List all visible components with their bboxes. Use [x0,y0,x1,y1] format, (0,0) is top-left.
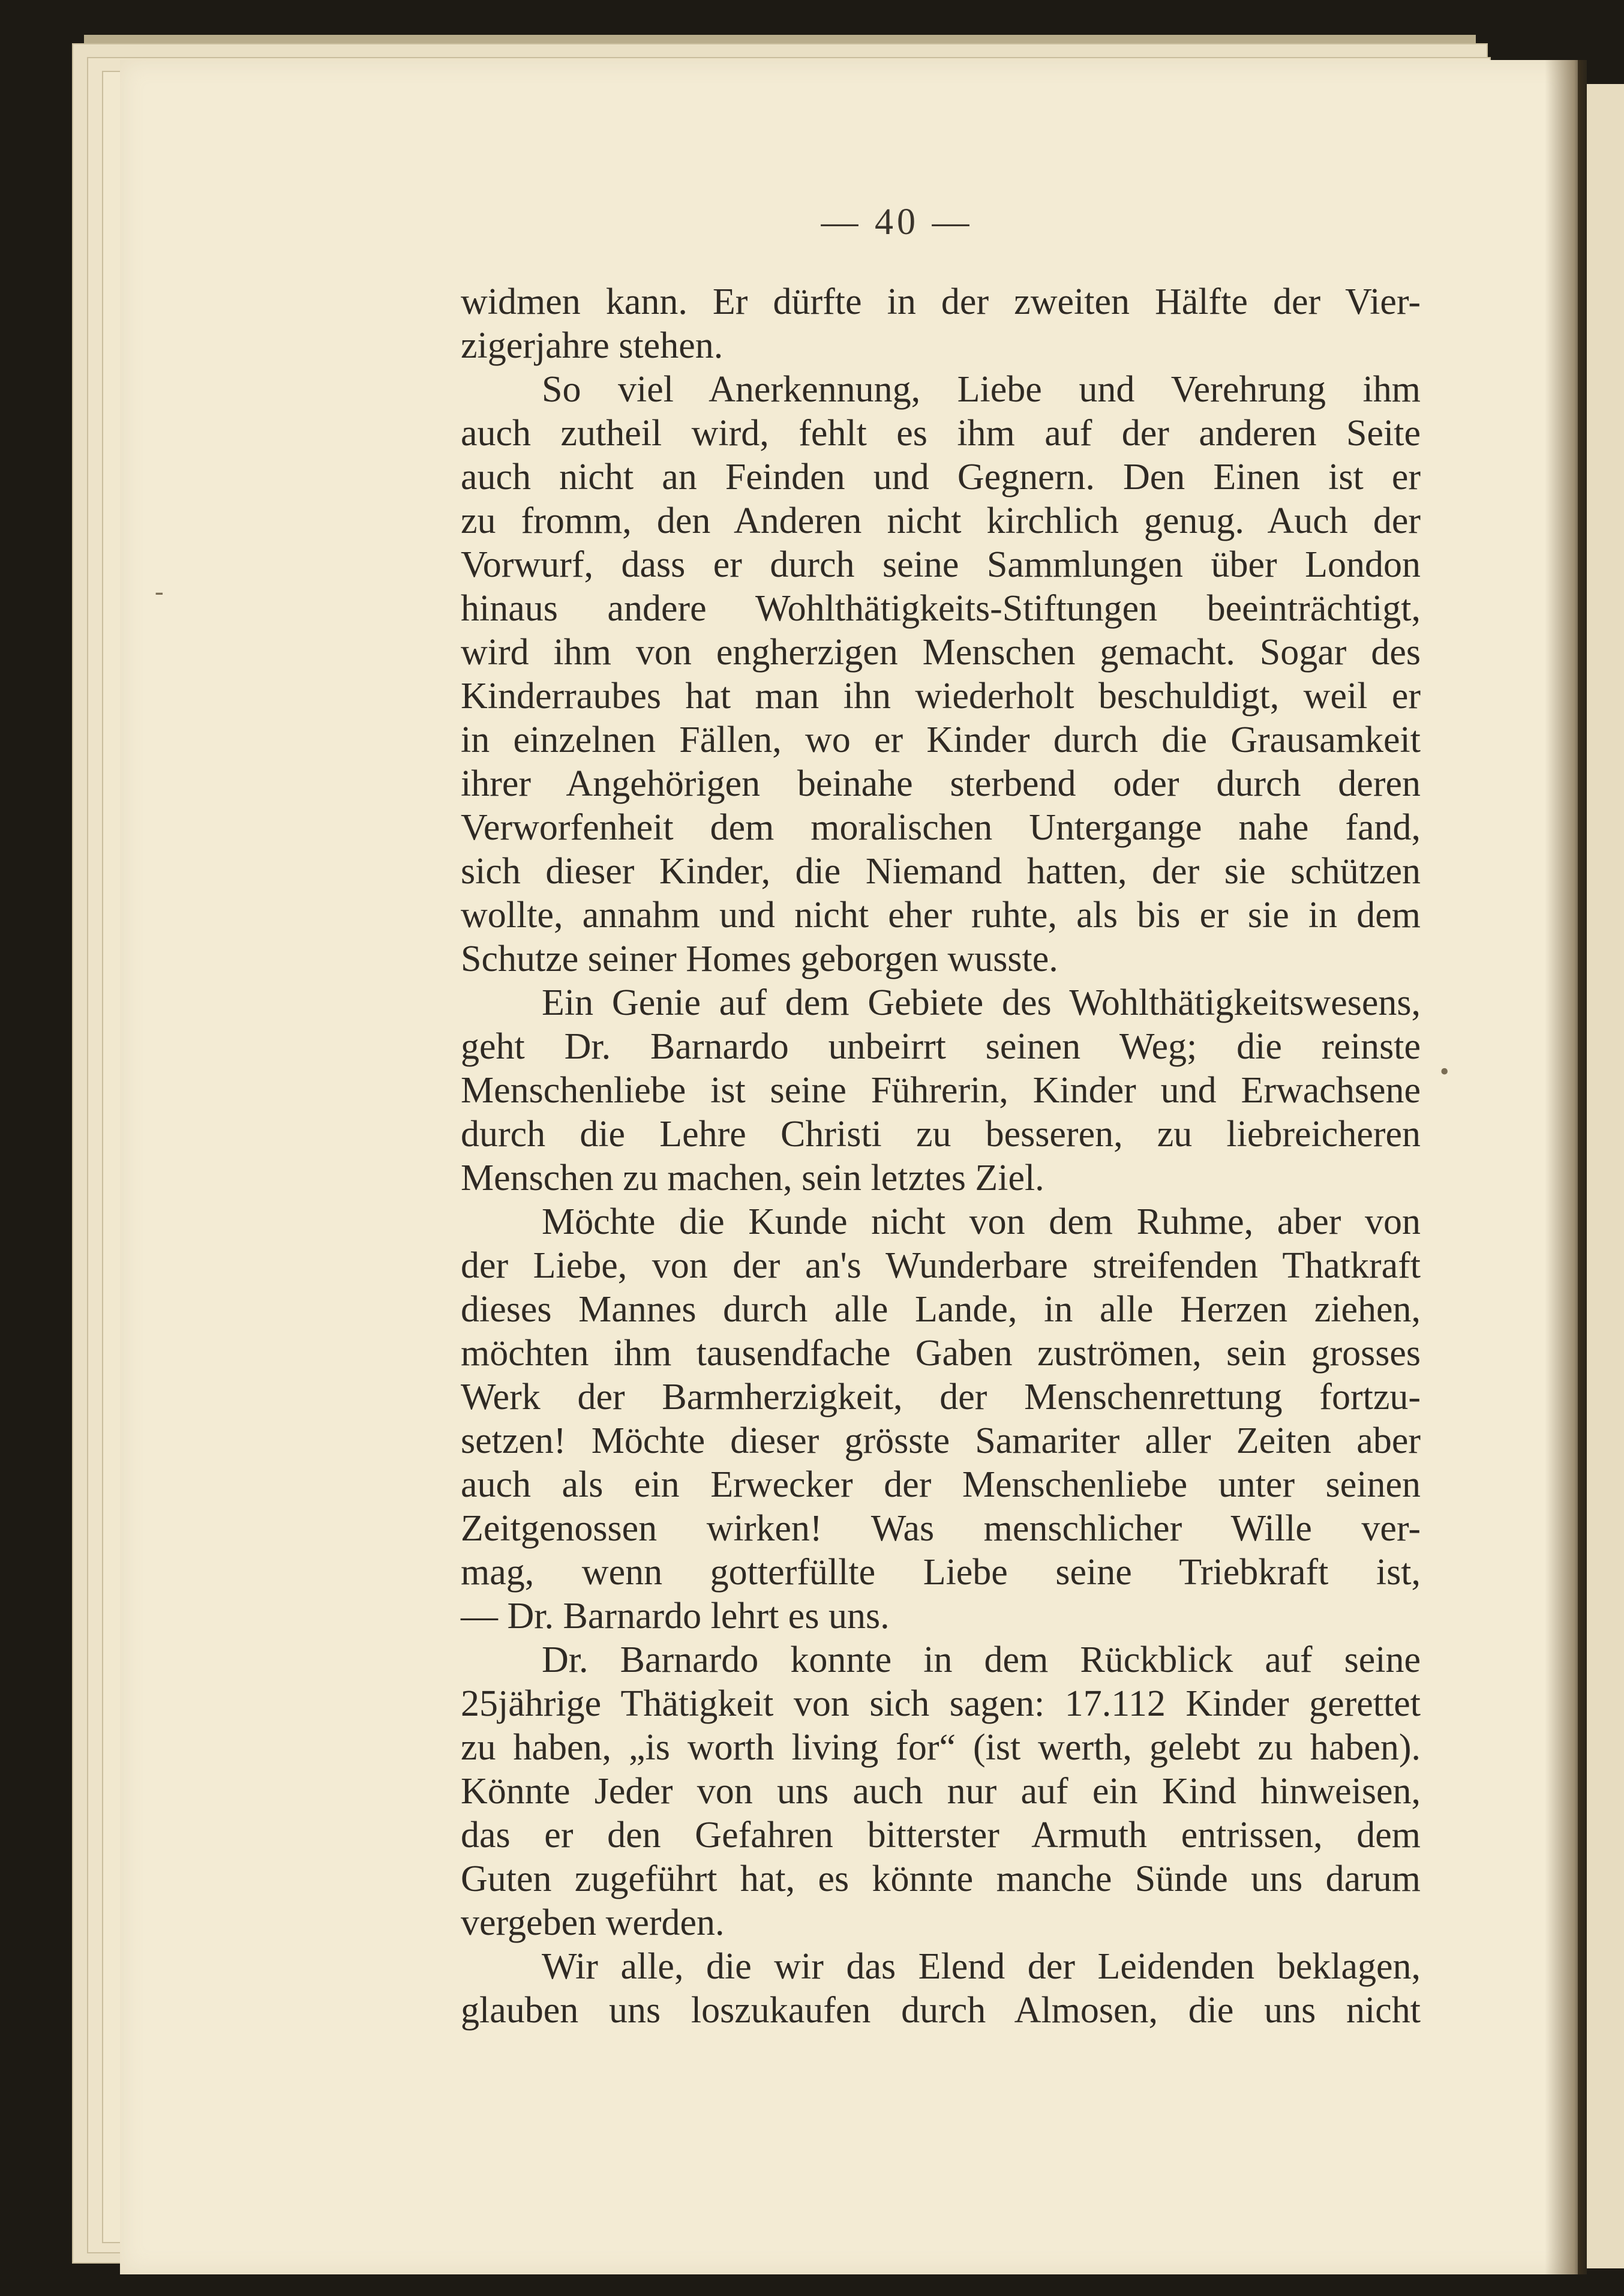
facing-page-edge [1587,84,1624,2268]
text-line: auch zutheil wird, fehlt es ihm auf der anderen Seite [461,413,1421,454]
text-line: Möchte die Kunde nicht von dem Ruhme, aber von [542,1201,1421,1242]
text-line: vergeben werden. [461,1902,725,1943]
text-line: in einzelnen Fällen, wo er Kinder durch die Grausamkeit [461,720,1421,760]
text-line: zu fromm, den Anderen nicht kirchlich genug. Auch der [461,500,1421,541]
text-line: 25jährige Thätigkeit von sich sagen: 17.112 Kinder gerettet [461,1683,1421,1724]
text-line: wird ihm von engherzigen Menschen gemacht. Sogar des [461,632,1421,673]
text-line: durch die Lehre Christi zu besseren, zu liebreicheren [461,1114,1421,1155]
text-line: Verworfenheit dem moralischen Untergange nahe fand, [461,807,1421,848]
text-line: Ein Genie auf dem Gebiete des Wohlthätigkeitswesens, [542,982,1421,1023]
text-line: Werk der Barmherzigkeit, der Menschenrettung fortzu- [461,1377,1421,1417]
text-line: mag, wenn gotterfüllte Liebe seine Triebkraft ist, [461,1552,1421,1593]
text-line: Schutze seiner Homes geborgen wusste. [461,939,1058,979]
text-line: Dr. Barnardo konnte in dem Rückblick auf seine [542,1639,1421,1680]
text-line: das er den Gefahren bitterster Armuth entrissen, dem [461,1815,1421,1856]
text-line: der Liebe, von der an's Wunderbare streifenden Thatkraft [461,1245,1421,1286]
text-line: Guten zugeführt hat, es könnte manche Sünde uns darum [461,1859,1421,1899]
text-line: widmen kann. Er dürfte in der zweiten Hälfte der Vier- [461,281,1421,322]
text-line: dieses Mannes durch alle Lande, in alle Herzen ziehen, [461,1289,1421,1330]
text-line: auch nicht an Feinden und Gegnern. Den Einen ist er [461,457,1421,497]
text-line: Könnte Jeder von uns auch nur auf ein Kind hinweisen, [461,1771,1421,1812]
text-line: geht Dr. Barnardo unbeirrt seinen Weg; die reinste [461,1026,1421,1067]
gutter-shadow [1545,60,1587,2274]
text-line: hinaus andere Wohlthätigkeits-Stiftungen beeinträchtigt, [461,588,1421,629]
text-line: wollte, annahm und nicht eher ruhte, als bis er sie in dem [461,895,1421,936]
body-text [461,280,1421,2033]
text-line: möchten ihm tausendfache Gaben zuströmen, sein grosses [461,1333,1421,1374]
text-line: So viel Anerkennung, Liebe und Verehrung ihm [542,369,1421,410]
text-line: Wir alle, die wir das Elend der Leidenden beklagen, [542,1946,1421,1987]
text-line: Kinderraubes hat man ihn wiederholt beschuldigt, weil er [461,676,1421,717]
margin-mark: • [1440,1057,1449,1086]
text-line: auch als ein Erwecker der Menschenliebe unter seinen [461,1464,1421,1505]
text-line: setzen! Möchte dieser grösste Samariter aller Zeiten aber [461,1420,1421,1461]
text-line: glauben uns loszukaufen durch Almosen, die uns nicht [461,1990,1421,2031]
page-number: — 40 — [821,202,973,242]
text-line: Menschen zu machen, sein letztes Ziel. [461,1158,1044,1198]
text-line: sich dieser Kinder, die Niemand hatten, der sie schützen [461,851,1421,892]
text-line: Zeitgenossen wirken! Was menschlicher Wille ver- [461,1508,1421,1549]
text-line: Menschenliebe ist seine Führerin, Kinder und Erwachsene [461,1070,1421,1111]
text-line: Vorwurf, dass er durch seine Sammlungen über London [461,544,1421,585]
text-line: ihrer Angehörigen beinahe sterbend oder durch deren [461,763,1421,804]
margin-mark: - [155,577,164,606]
text-line: — Dr. Barnardo lehrt es uns. [461,1596,890,1636]
text-line: zu haben, „is worth living for“ (ist werth, gelebt zu haben). [461,1727,1421,1768]
text-line: zigerjahre stehen. [461,325,724,366]
